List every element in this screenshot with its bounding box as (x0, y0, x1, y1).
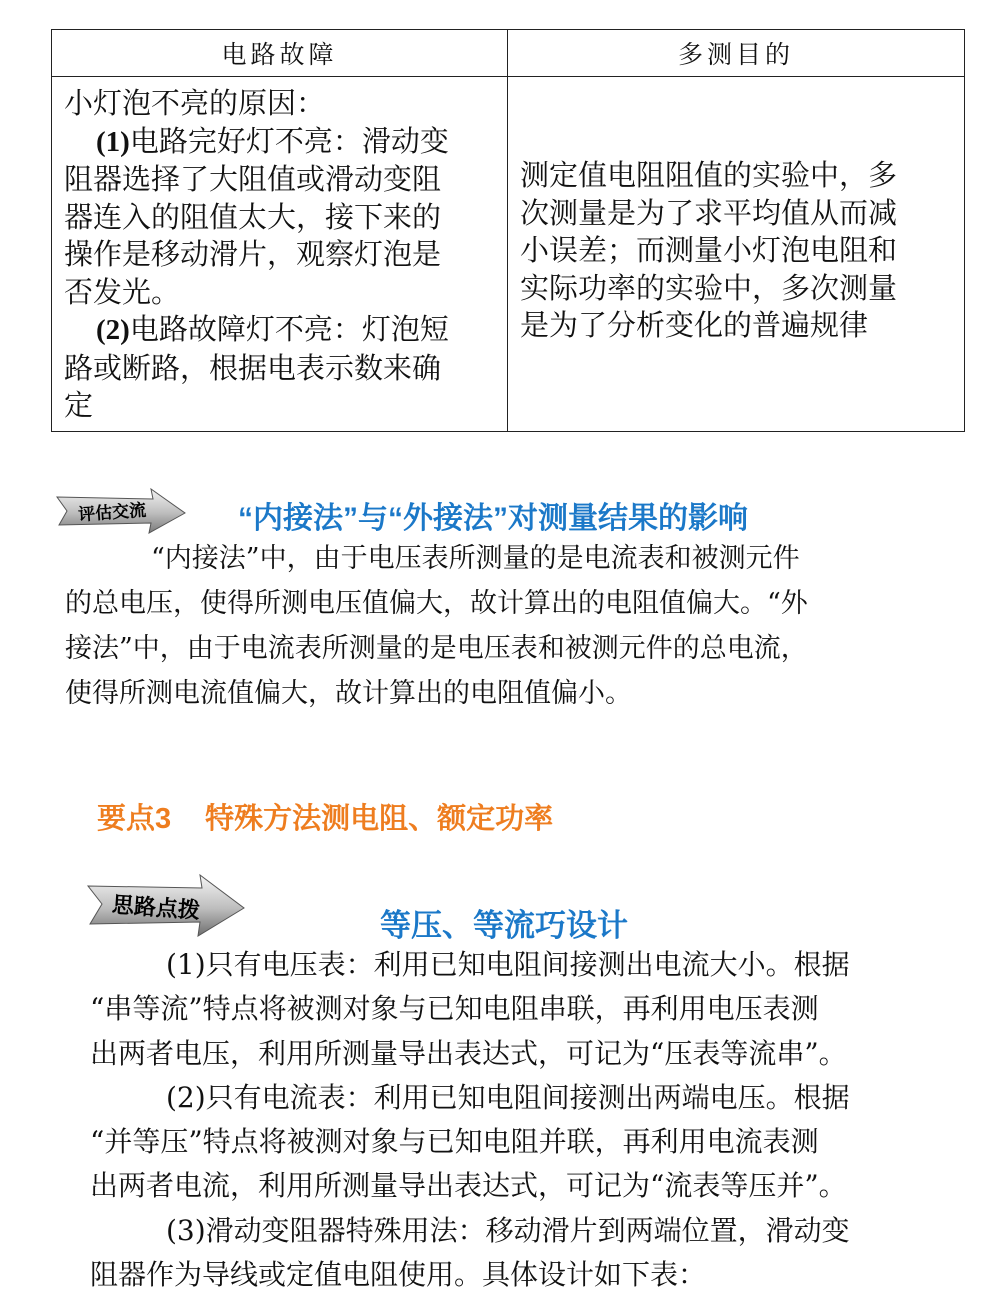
tips-tag-label: 思路点拨 (111, 892, 201, 925)
item2-line: 电路故障灯不亮：灯泡短 (129, 312, 449, 346)
keypoint-label: 要点3 (97, 803, 172, 835)
purpose-line: 次测量是为了求平均值从而减 (520, 195, 898, 230)
paragraph-line: 出两者电压，利用所测量导出表达式，可记为“压表等流串”。 (90, 1036, 847, 1070)
item2-line: 定 (64, 388, 94, 422)
tips-tag-arrow (82, 872, 248, 940)
evaluate-tag-label: 评估交流 (77, 500, 147, 526)
paragraph-line: 使得所测电流值偏大，故计算出的电阻值偏小。 (65, 678, 632, 709)
item1-line: 器连入的阻值太大，接下来的 (64, 199, 442, 234)
paragraph-line: 阻器作为导线或定值电阻使用。具体设计如下表： (90, 1258, 707, 1292)
paragraph-line: “串等流”特点将被测对象与已知电阻串联，再利用电压表测 (90, 992, 819, 1026)
item2-line: 路或断路，根据电表示数来确 (64, 350, 442, 385)
purpose-cell (508, 77, 965, 432)
paragraph-line: “并等压”特点将被测对象与已知电阻并联，再利用电流表测 (90, 1125, 819, 1159)
paragraph-line: 的总电压，使得所测电压值偏大，故计算出的电阻值偏大。“外 (65, 588, 808, 619)
section2-heading: 等压、等流巧设计 (380, 908, 628, 943)
paragraph-line: (2)只有电流表：利用已知电阻间接测出两端电压。根据 (166, 1080, 850, 1114)
item1-number: (1) (96, 125, 130, 158)
item2-number: (2) (96, 314, 130, 346)
purpose-line: 小误差；而测量小灯泡电阻和 (520, 233, 898, 268)
item1-line: 否发光。 (64, 274, 181, 309)
purpose-line: 测定值电阻阻值的实验中，多 (520, 158, 898, 193)
paragraph-line: 接法”中，由于电流表所测量的是电压表和被测元件的总电流， (65, 633, 808, 664)
keypoint-heading (97, 796, 553, 837)
header-circuit-fault: 电路故障 (52, 30, 508, 77)
fault-table (51, 29, 965, 432)
fault-intro: 小灯泡不亮的原因： (64, 86, 326, 120)
table-header-row (52, 30, 965, 77)
fault-cell (52, 77, 508, 432)
fault-text (64, 85, 493, 425)
evaluate-tag-arrow (53, 487, 188, 535)
paragraph-line: 出两者电流，利用所测量导出表达式，可记为“流表等压并”。 (90, 1169, 847, 1203)
section1-heading: “内接法”与“外接法”对测量结果的影响 (238, 502, 748, 535)
section2-paragraph (90, 943, 850, 1297)
purpose-line: 是为了分析变化的普遍规律 (520, 308, 869, 343)
header-measure-purpose: 多测目的 (508, 30, 965, 77)
paragraph-line: (3)滑动变阻器特殊用法：移动滑片到两端位置，滑动变 (166, 1213, 850, 1247)
keypoint-title: 特殊方法测电阻、额定功率 (205, 803, 554, 835)
purpose-line: 实际功率的实验中，多次测量 (520, 270, 898, 305)
table-row (52, 77, 965, 432)
paragraph-line: “内接法”中，由于电压表所测量的是电流表和被测元件 (151, 543, 800, 574)
item1-line: 阻器选择了大阻值或滑动变阻 (64, 162, 442, 196)
purpose-text (520, 157, 948, 345)
paragraph-line: (1)只有电压表：利用已知电阻间接测出电流大小。根据 (166, 948, 850, 981)
section1-paragraph (65, 536, 808, 716)
item1-line: 操作是移动滑片，观察灯泡是 (64, 237, 442, 271)
item1-line: 电路完好灯不亮：滑动变 (129, 123, 449, 158)
